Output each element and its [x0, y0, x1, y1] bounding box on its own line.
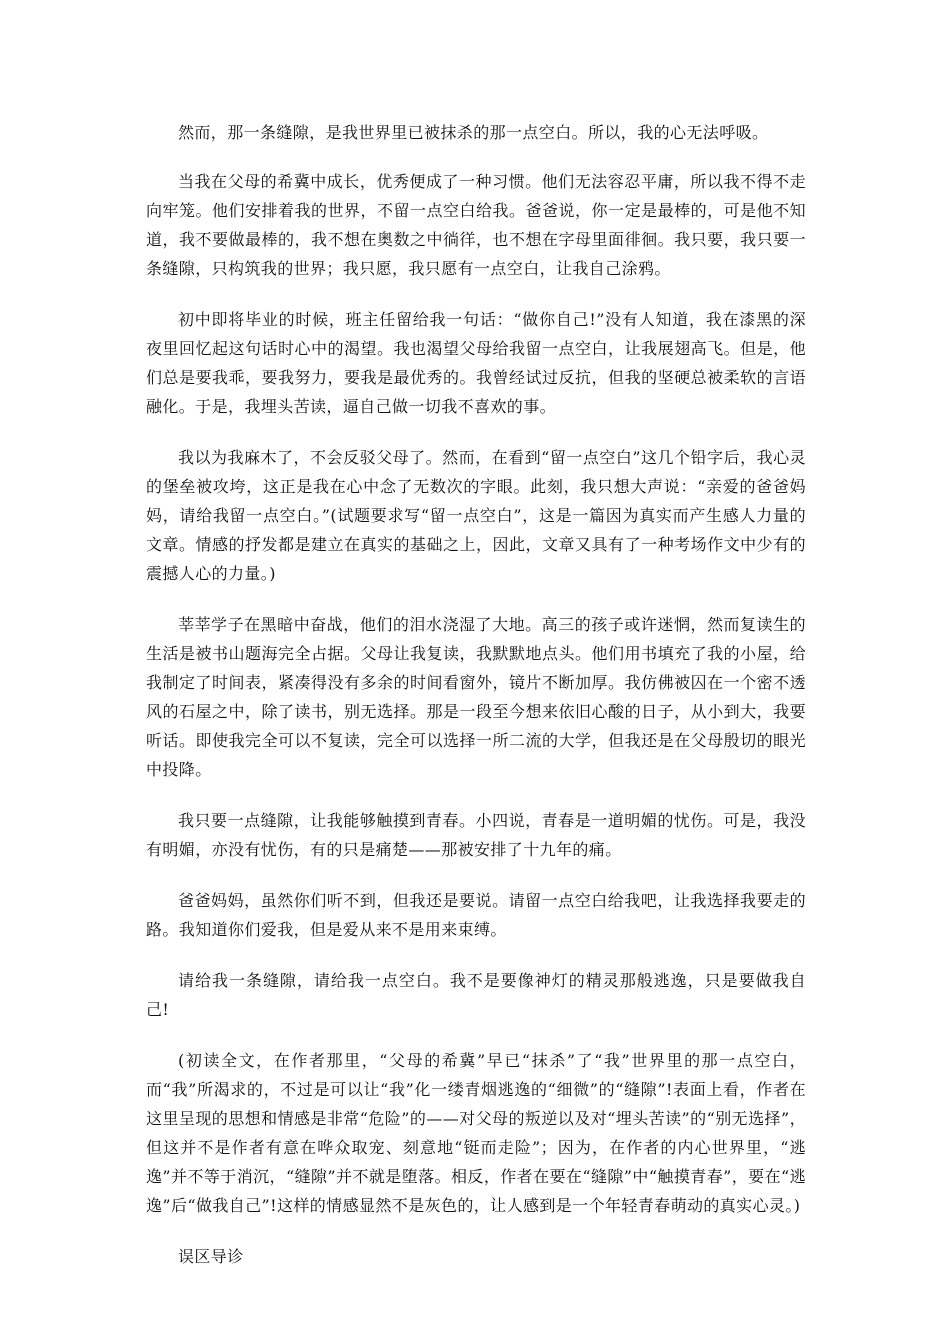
paragraph-5: 莘莘学子在黑暗中奋战，他们的泪水浇湿了大地。高三的孩子或许迷惘，然而复读生的生活是被书山题海完全占据。父母让我复读，我默默地点头。他们用书填充了我的小屋，给我制定了时间表，紧凑得没有多余的时间看窗外，镜片不断加厚。我仿佛被囚在一个密不透风的石屋之中，除了读书，别无选择。那是一段至今想来依旧心酸的日子，从小到大，我要听话。即使我完全可以不复读，完全可以选择一所二流的大学，但我还是在父母殷切的眼光中投降。	[146, 615, 806, 779]
paragraph-8: 请给我一条缝隙，请给我一点空白。我不是要像神灯的精灵那般逃逸，只是要做我自己!	[146, 971, 806, 1019]
commentary-paragraph: (初读全文，在作者那里，“父母的希冀”早已“抹杀”了“我”世界里的那一点空白，而“我”所渴求的，不过是可以让“我”化一缕青烟逃逸的“细微”的“缝隙”!表面上看，作者在这里呈现的思想和情感是非常“危险”的——对父母的叛逆以及对“埋头苦读”的“别无选择”，但这并不是作者有意在哗众取宠、刻意地“铤而走险”；因为，在作者的内心世界里，“逃逸”并不等于消沉，“缝隙”并不就是堕落。相反，作者在要在“缝隙”中“触摸青春”，要在“逃逸”后“做我自己”!这样的情感显然不是灰色的，让人感到是一个年轻青春萌动的真实心灵。)	[146, 1051, 806, 1215]
paragraph-3: 初中即将毕业的时候，班主任留给我一句话：“做你自己!”没有人知道，我在漆黑的深夜里回忆起这句话时心中的渴望。我也渴望父母给我留一点空白，让我展翅高飞。但是，他们总是要我乖，要我努力，要我是最优秀的。我曾经试过反抗，但我的坚硬总被柔软的言语融化。于是，我埋头苦读，逼自己做一切我不喜欢的事。	[146, 310, 806, 416]
section-heading: 误区导诊	[178, 1247, 244, 1266]
paragraph-7: 爸爸妈妈，虽然你们听不到，但我还是要说。请留一点空白给我吧，让我选择我要走的路。我知道你们爱我，但是爱从来不是用来束缚。	[146, 891, 806, 939]
paragraph-1: 然而，那一条缝隙，是我世界里已被抹杀的那一点空白。所以，我的心无法呼吸。	[178, 123, 769, 142]
paragraph-2: 当我在父母的希冀中成长，优秀便成了一种习惯。他们无法容忍平庸，所以我不得不走向牢笼。他们安排着我的世界，不留一点空白给我。爸爸说，你一定是最棒的，可是他不知道，我不要做最棒的，我不想在奥数之中徜徉，也不想在字母里面徘徊。我只要，我只要一条缝隙，只构筑我的世界；我只愿，我只愿有一点空白，让我自己涂鸦。	[146, 172, 806, 278]
paragraph-4: 我以为我麻木了，不会反驳父母了。然而，在看到“留一点空白”这几个铅字后，我心灵的堡垒被攻垮，这正是我在心中念了无数次的字眼。此刻，我只想大声说：“亲爱的爸爸妈妈，请给我留一点空白。”(试题要求写“留一点空白”，这是一篇因为真实而产生感人力量的文章。情感的抒发都是建立在真实的基础之上，因此，文章又具有了一种考场作文中少有的震撼人心的力量。)	[146, 448, 806, 583]
article-body	[146, 118, 806, 1271]
paragraph-6: 我只要一点缝隙，让我能够触摸到青春。小四说，青春是一道明媚的忧伤。可是，我没有明媚，亦没有忧伤，有的只是痛楚——那被安排了十九年的痛。	[146, 811, 806, 859]
